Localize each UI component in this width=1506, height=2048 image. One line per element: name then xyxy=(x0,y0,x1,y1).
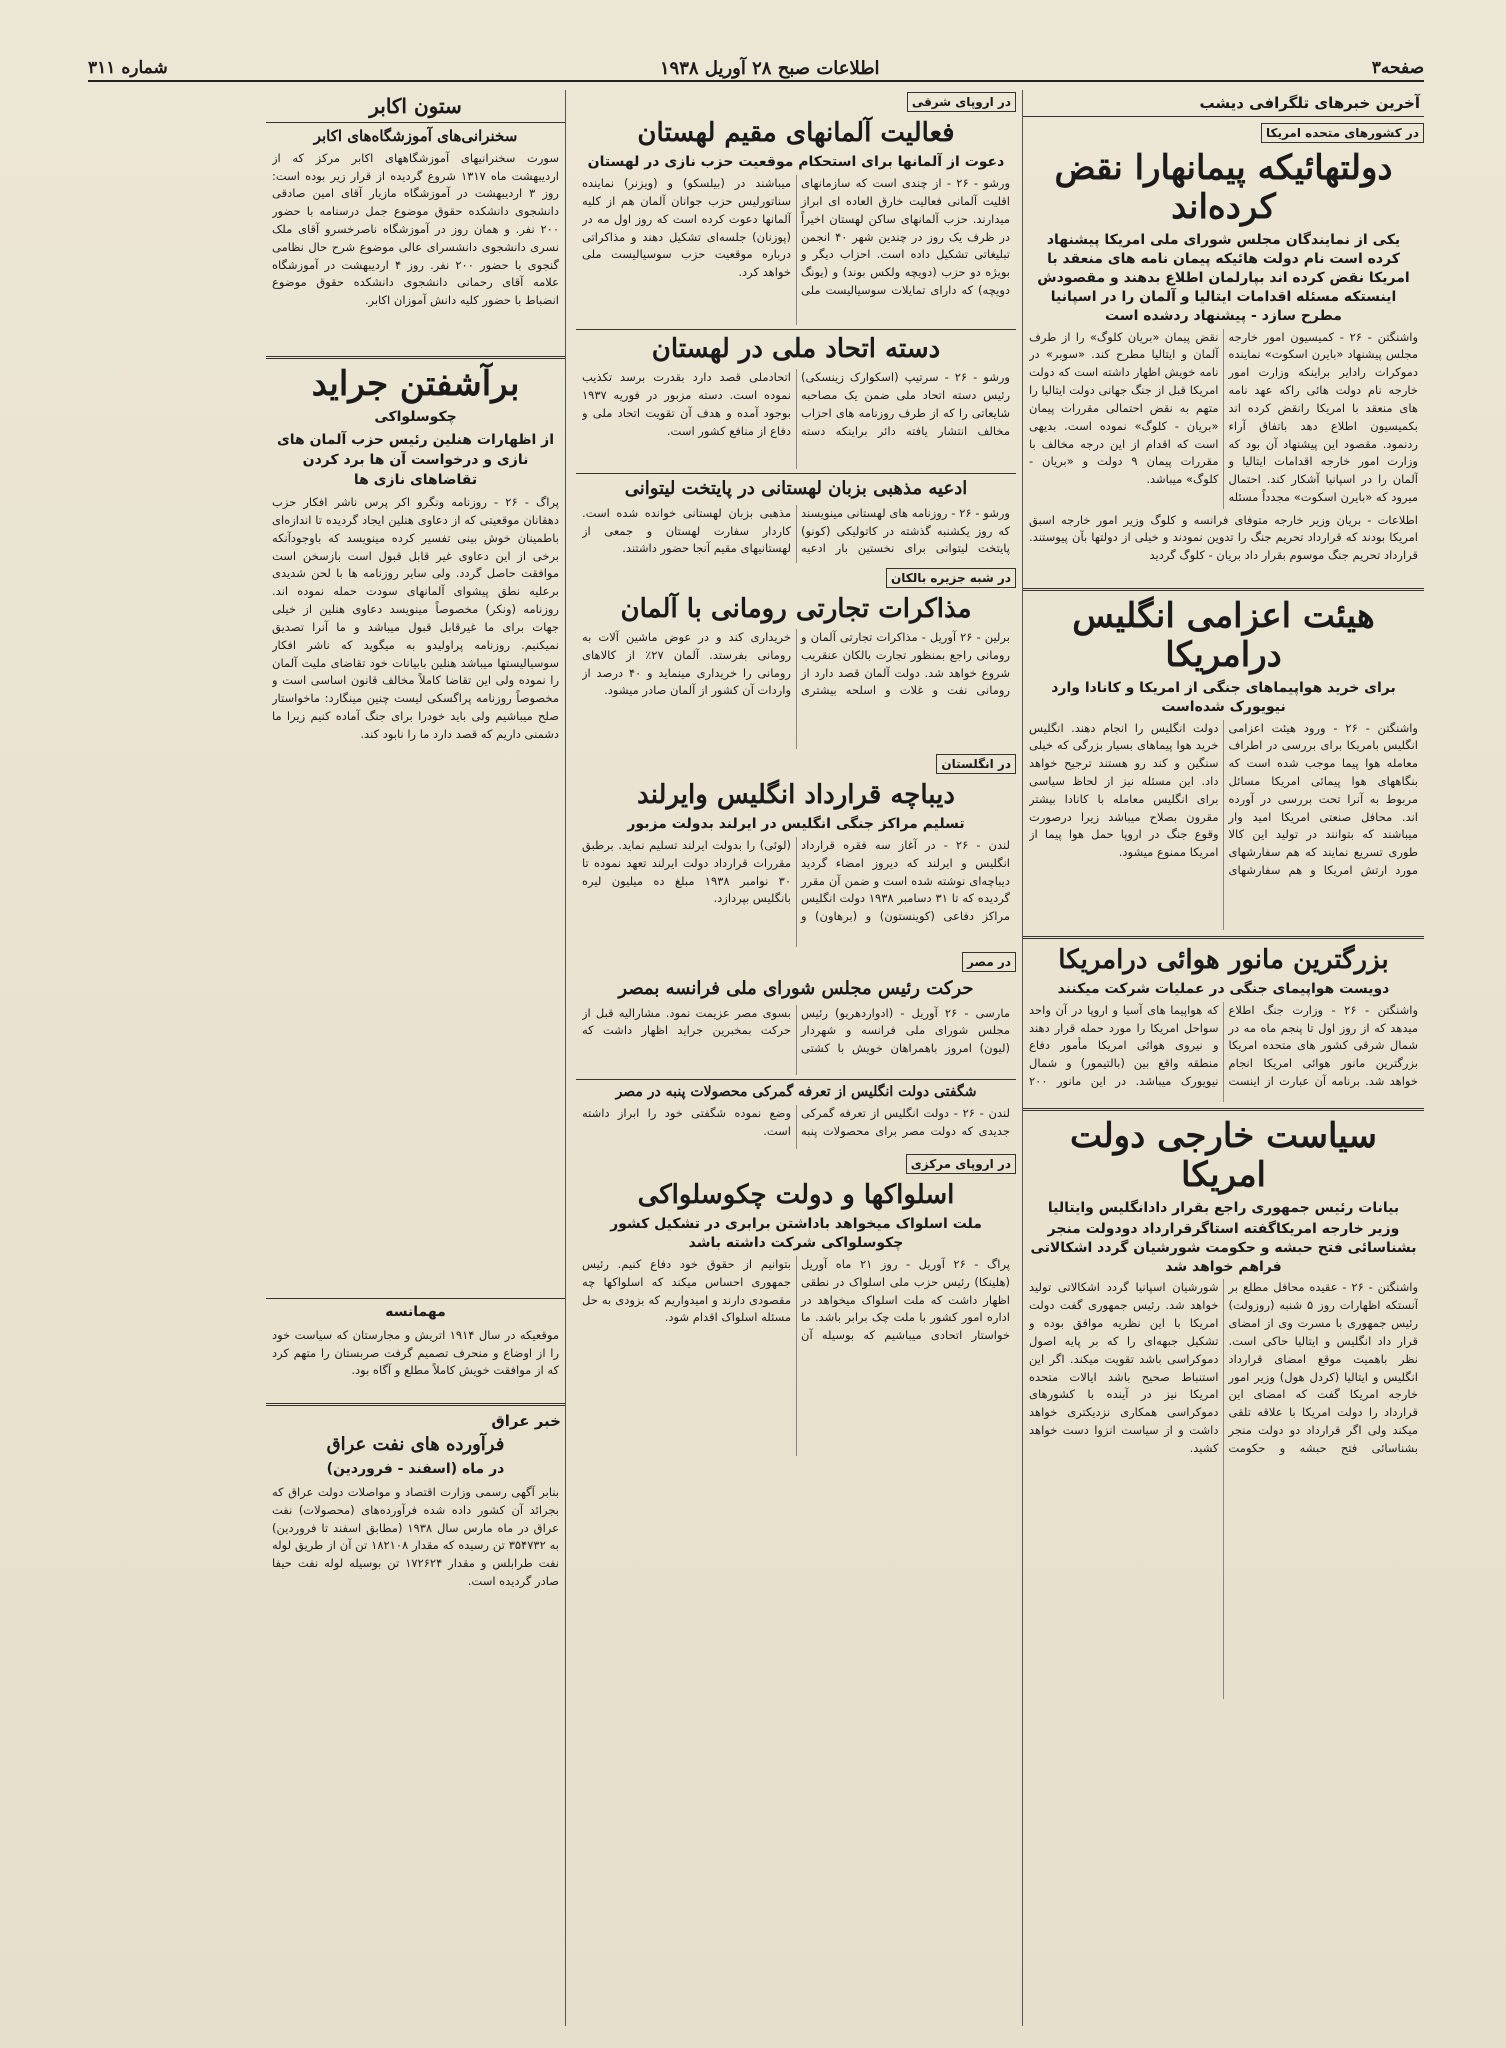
subhead-treaty-violators: یکی از نمایندگان مجلس شورای ملی امریکا پیشنهاد کرده است نام دولت هائیکه پیمان نامه های منعقد با امریکا نقض کرده اند بپارلمان اطلاع بدهند و مقصودش اینستکه مسئله اقدامات ایتالیا و آلمان را در اسپانیا مطرح سازد - پیشنهاد ردشده است xyxy=(1037,232,1410,324)
headline-herriot-egypt: حرکت رئیس مجلس شورای ملی فرانسه بمصر xyxy=(618,978,974,1000)
article-cotton-tariff xyxy=(576,1084,1016,1150)
article-press-outrage xyxy=(266,365,565,1294)
headline-iraq-oil: فرآورده های نفت عراق xyxy=(326,1433,505,1455)
left-column xyxy=(266,90,566,2026)
note-treaty-violators: اطلاعات - بریان وزیر خارجه متوفای فرانسه و کلوگ وزیر امور خارجه اسبق امریکا بودند که قرارداد تحریم جنگ را تدوین نمودند و خیلی از دولتها بآن پیوستند. قرارداد تحریم جنگ موسوم بقرار داد بریان - کلوگ گردید xyxy=(1029,512,1418,563)
subhead-slovaks: ملت اسلواک میخواهد باداشتن برابری در تشکیل کشور چکوسلواکی شرکت داشته باشد xyxy=(610,1216,982,1252)
headline-press-outrage: برآشفتن جراید xyxy=(311,363,520,404)
body-british-mission: واشنگتن - ۲۶ - ورود هیئت اعزامی انگلیس بامریکا برای بررسی در اطراف معامله هوا پیما موجب شده است که بنگاههای هوا پیمائی امریکا مسائل مربوط به آنرا تحت بررسی در آورده اند. محافل صنعتی امریکا امید وار میباشند که بتوانند در تولید این کالا طوری تسریع نمایند که هم سفارشهای مورد ارتش امریکا و هم سفارشهای دولت انگلیس را انجام دهند. انگلیس خرید هوا پیماهای بسیار بزرگی که خیلی سنگین و کند رو هستند ترجیح خواهد داد. این مسئله نیز از لحاظ سیاسی برای انگلیس معامله با کانادا بیشتر مقرون بصلاح میباشد زیرا درصورت وقوع جنگ در اروپا حمل هوا پیما از امریکا ممنوع میشود. xyxy=(1029,720,1418,878)
subhead-germans-in-poland: دعوت از آلمانها برای استحکام موقعیت حزب نازی در لهستان xyxy=(587,154,1005,171)
article-air-maneuver xyxy=(1023,945,1424,1102)
region-england: در انگلستان xyxy=(936,754,1016,774)
subhead-anglo-irish: تسلیم مراکز جنگی انگلیس در ایرلند بدولت مزبور xyxy=(627,816,965,833)
newspaper-date: اطلاعات صبح ۲۸ آوریل ۱۹۳۸ xyxy=(659,57,880,79)
article-slovaks xyxy=(576,1180,1016,1456)
body-slovaks: پراگ - ۲۶ آوریل - روز ۲۱ ماه آوریل (هلینکا) رئیس حزب ملی اسلواک در نطقی اظهار داشت که ملت اسلواک میخواهد در اداره امور کشور با ملت چک برابر باشد. ما خواستار اتحادی میباشیم که بوسیله آن بتوانیم از حقوق خود دفاع کنیم. رئیس جمهوری احساس میکند که اسلواکها چه مقصودی دارند و امیدواریم که بزودی به حل مسئله اسلواک اقدام شود. xyxy=(582,1257,1010,1343)
headline-germans-in-poland: فعالیت آلمانهای مقیم لهستان xyxy=(637,118,955,148)
headline-air-maneuver: بزرگترین مانور هوائی درامریکا xyxy=(1058,944,1389,975)
subhead-iraq-oil: در ماه (اسفند - فروردین) xyxy=(326,1461,505,1478)
subhead-air-maneuver: دویست هواپیمای جنگی در عملیات شرکت میکنند xyxy=(1057,980,1390,997)
body-herriot-egypt: مارسی - ۲۶ آوریل - (ادواردهریو) رئیس مجلس شورای ملی فرانسه و شهردار (لیون) امروز باهمراهان خویش با کشتی بسوی مصر عزیمت نمود. مشارالیه قبل از حرکت بمخبرین جراید اظهار داشت که xyxy=(582,1005,1010,1056)
region-central-europe: در اروپای مرکزی xyxy=(906,1154,1016,1174)
right-column xyxy=(1022,90,1424,2026)
headline-national-union-poland: دسته اتحاد ملی در لهستان xyxy=(651,334,941,365)
article-herriot-egypt xyxy=(576,978,1016,1075)
section-latest-telegraph: آخرین خبرهای تلگرافی دیشب xyxy=(1199,94,1420,112)
headline-adult-school-lectures: سخنرانی‌های آموزشگاه‌های اکابر xyxy=(313,127,518,145)
article-treaty-violators xyxy=(1023,149,1424,582)
body-adult-school-lectures: سورت سخنرانیهای آموزشگاههای اکابر مرکز که از اردیبهشت ماه ۱۳۱۷ شروع گردیده از قرار زیر بوده است: روز ۳ اردیبهشت در آموزشگاه مازیار آقای امین صادقی دانشجوی دانشکده حقوق موضوع جمل درسنامه با حضور ۲۰۰ نفر. و همان روز در آموزشگاه ناصرخسرو آقای ملک نسری دانشجوی دانشسرای عالی موضوع شرح حال نظامی گنجوی با حضور ۲۰۰ نفر. روز ۴ اردیبهشت در آموزشگاه علامه آقای رحمانی دانشجوی دانشکده حقوق موضوع انضباط با حضور کلیه دانش آموزان اکابر. xyxy=(272,150,559,308)
middle-column xyxy=(576,90,1016,2026)
headline-anglo-irish: دیباچه قرارداد انگلیس وایرلند xyxy=(637,779,955,810)
article-germans-in-poland xyxy=(576,118,1016,325)
article-us-foreign-policy xyxy=(1023,1117,1424,1700)
body-treaty-violators: واشنگتن - ۲۶ - کمیسیون امور خارجه مجلس پیشنهاد «بایرن اسکوت» نماینده دموکرات رادایر براینکه وزارت امور خارجه نام دولت هائی راکه عهد نامه های منعقد با امریکا رانقض کرده اند بکمیسیون اطلاع دهد باتفاق آراء ردنمود. مقصود این پیشنهاد آن بود که وزارت امور خارجه اقدامات ایتالیا و آلمان را در اسپانیا آشکار کند. احتمال میرود که «بایرن اسکوت» مجدداً مسئله نقض پیمان «بریان کلوگ» را از طرف آلمان و ایتالیا مطرح کند. «سوبر» در نامه خویش اظهار داشته است که دولت امریکا قبل از جنگ جهانی دولت ایتالیا را متهم به نقض احتمالی مقررات پیمان «بریان - کلوگ» نموده است. بدیهی است که اقدام از این درجه مخالف با مقررات پیمان ۹ دولت و «بریان - کلوگ» میباشد. xyxy=(1029,329,1418,504)
headline-cotton-tariff: شگفتی دولت انگلیس از تعرفه گمرکی محصولات پنبه در مصر xyxy=(615,1083,977,1100)
body-germans-in-poland: ورشو - ۲۶ - از چندی است که سازمانهای اقلیت آلمانی فعالیت خارق العاده ای ابراز میدارند. حزب آلمانهای ساکن لهستان اخیراً در ظرف یک روز در چندین شهر ۴۰ انجمن تبلیغاتی تشکیل داده است. احزاب دیگر و بویژه دو حزب (دویچه ولکس بوند) و (یونگ دویچه) که دارای تمایلات سوسیالیست ملی میباشند در (بیلسکو) و (ویزنر) نماینده سناتورلیس حزب جوانان آلمان هم از کلیه آلمانها دعوت کرده است که روز اول مه در (پوزنان) جلسه‌ای تشکیل دهند و مذاکراتی درباره موقعیت حزب سوسیالیست ملی خواهد کرد. xyxy=(582,176,1010,297)
headline-prayers-lithuania: ادعیه مذهبی بزبان لهستانی در پایتخت لیتوانی xyxy=(624,478,968,500)
page-number: صفحه۳ xyxy=(1371,58,1424,78)
body-us-foreign-policy: واشنگتن - ۲۶ - عقیده محافل مطلع بر آنستکه اظهارات روز ۵ شنبه (روزولت) رئیس جمهوری با مسرت وی از امضای قرار داد انگلیس و ایتالیا حاکی است. نظر باهمیت موقع امضای قرارداد انگلیس و ایتالیا (کردل هول) وزیر امور خارجه امریکا گفت که امضای این قرارداد را دولت امریکا با علاقه تلقی میکند ولی اگر قرارداد دو دولت منجر بشناسائی فتح حبشه و حکومت شورشیان اسپانیا گردد اشکالاتی تولید خواهد شد. رئیس جمهوری گفت دولت امریکا با این نظریه موافق بوده و تشکیل جبهه‌ای را که بر پایه اصول دموکراسی باشد تقویت میکند. اگر این استنباط صحیح باشد ایالات متحده امریکا نیز در آینده با کشورهای دموکراسی همکاری نزدیکتری خواهد داشت و از سیاست انزوا دست خواهد کشید. xyxy=(1029,1280,1418,1455)
headline-slovaks: اسلواکها و دولت چکوسلواکی xyxy=(637,1180,955,1211)
headline-romania-germany: مذاکرات تجارتی رومانی با آلمان xyxy=(620,593,972,624)
article-mehmanse xyxy=(266,1303,565,1397)
body-cotton-tariff: لندن - ۲۶ - دولت انگلیس از تعرفه گمرکی جدیدی که دولت مصر برای محصولات پنبه وضع نموده شگفتی خود را ابراز داشته است. xyxy=(582,1106,1010,1138)
subhead-czechoslovakia: چکوسلواکی xyxy=(374,408,457,425)
masthead xyxy=(88,56,1424,82)
article-british-mission xyxy=(1023,597,1424,930)
region-eastern-europe: در اروپای شرقی xyxy=(907,92,1016,112)
article-anglo-irish xyxy=(576,780,1016,947)
body-prayers-lithuania: ورشو - ۲۶ - روزنامه های لهستانی مینویسند که روز یکشنبه گذشته در کاتولیکی (کونو) پایتخت لیتوانی برای نخستین بار ادعیه مذهبی بزبان لهستانی خوانده شده است. کاردار سفارت لهستان و جمعی از لهستانیهای مقیم آنجا حضور داشتند. xyxy=(582,505,1010,556)
body-mehmanse: موقعیکه در سال ۱۹۱۴ اتریش و مجارستان که سیاست خود را از اوضاع و منحرف تصمیم گرفت صربستان را متهم کرد که از موافقت خویش کاملاً مطلع و آگاه بود. xyxy=(272,1327,559,1378)
body-press-outrage: پراگ - ۲۶ - روزنامه ونگرو اکر پرس ناشر افکار حزب دهقانان موقعیتی که از دعاوی هنلین ایجاد گردیده تا اندازه‌ای باطمینان خوش بینی تفسیر کرده مینویسد که باوجودآنکه برخی از این دعاوی غیر قابل قبول است بازسخن است موافقت حاصل گردد. ولی سایر روزنامه ها با لحن شدیدی برعلیه نطق پیشوای آلمانهای سودت حمله نموده اند. روزنامه (ونکر) مخصوصاً مینویسد دعاوی هنلین از خیلی جهات برای ما غیرقابل قبول میباشد و ما آنرا تصدیق نمیکنیم. روزنامه پراولیدو به میگوید که ناشر افکار سوسیالیستها میباشد هنلین بابیانات خود تقاضای ملیت آلمان را نموده ولی این تقاضا کاملاً مخالف قانون اساسی است و مخصوصاً روزنامه پراگسکی لیست چنین مینگارد: ماخواستار صلح میباشیم ولی باید خودرا برای جنگ آماده کنیم زیرا ما دشمنی داریم که قصد دارد ما را نابود کند. xyxy=(272,495,559,741)
headline-treaty-violators: دولتهائیکه پیمانهارا نقض کرده‌اند xyxy=(1054,148,1393,228)
section-iraq-news: خبر عراق xyxy=(491,1411,561,1430)
section-akabar: ستون اکابر xyxy=(369,94,462,118)
subhead-us-foreign-policy-2: وزیر خارجه امریکاگفته استاگرقرارداد دودولت منجر بشناسائی فتح حبشه و حکومت شورشیان گردد اشکالاتی فراهم خواهد شد xyxy=(1030,1220,1417,1275)
headline-us-foreign-policy: سیاست خارجی دولت امریکا xyxy=(1069,1115,1378,1195)
body-air-maneuver: واشنگتن - ۲۶ - وزارت جنگ اطلاع میدهد که از روز اول تا پنجم ماه مه در شمال شرقی کشور های متحده امریکا بزرگترین مانور هوائی امریکا انجام خواهد شد. برنامه آن عبارت از اینست که هواپیما های آسیا و اروپا در آن واحد سواحل امریکا را مورد حمله قرار دهند و نیروی هوائی امریکا مأمور دفاع منطقه واقع بین (بالتیمور) و شمال نیویورک میباشد. در این مانور ۲۰۰ xyxy=(1029,1002,1418,1088)
headline-british-mission: هیئت اعزامی انگلیس درامریکا xyxy=(1072,595,1375,675)
article-national-union-poland xyxy=(576,334,1016,469)
body-iraq-oil: بنابر آگهی رسمی وزارت اقتصاد و مواصلات دولت عراق که بجرائد آن کشور داده شده فرآورده‌های (محصولات) نفت عراق در ماه مارس سال ۱۹۳۸ (مطابق اسفند تا فروردین) به ۳۵۴۷۳۲ تن رسیده که مقدار ۱۸۲۱۰۸ تن آن از طریق لوله نفت طرابلس و مقدار ۱۷۲۶۲۴ تن بوسیله لوله نفت حیفا صادر گردیده است. xyxy=(272,1484,559,1588)
body-national-union-poland: ورشو - ۲۶ - سرتیپ (اسکوارک زینسکی) رئیس دسته اتحاد ملی ضمن یک مصاحبه شایعاتی را که از طرف روزنامه های احزاب مخالف انتشار یافته دائر براینکه دسته اتحادملی قصد دارد بقدرت برسد تکذیب نموده است. دسته مزبور در فوریه ۱۹۳۷ بوجود آمده و هدف آن تقویت اتحاد ملی و دفاع از منافع کشور است. xyxy=(582,370,1010,438)
body-anglo-irish: لندن - ۲۶ - در آغاز سه فقره قرارداد انگلیس و ایرلند که دیروز امضاء گردید دیباچه‌ای نوشته شده است و ضمن آن مقرر گردیده که تا ۳۱ دسامبر ۱۹۳۸ دولت انگلیس مراکز دفاعی (کوینستون) و (برهاون) و (لوئی) را بدولت ایرلند تسلیم نماید. برطبق مقررات قرارداد دولت ایرلند تعهد نموده تا ۳۰ نوامبر ۱۹۳۸ مبلغ ده میلیون لیره بانگلیس بپردازد. xyxy=(582,838,1010,924)
subhead-british-mission: برای خرید هواپیماهای جنگی از امریکا و کانادا وارد نیویورک شده‌است xyxy=(1051,679,1396,715)
article-iraq-oil xyxy=(266,1434,565,1684)
region-usa: در کشورهای متحده امریکا xyxy=(1261,123,1424,143)
body-romania-germany: برلین - ۲۶ آوریل - مذاکرات تجارتی آلمان و رومانی راجع بمنظور تجارت بالکان عنقریب شروع خواهد شد. دولت آلمان قصد دارد از رومانی نفت و غلات و اسلحه بیشتری خریداری کند و در عوض ماشین آلات به رومانی بفرستد. آلمان ۲۷٪ از کالاهای رومانی را خریداری مینماید و ۴۰ درصد از واردات آن کشور از آلمان صادر میشود. xyxy=(582,629,1010,698)
article-prayers-lithuania xyxy=(576,478,1016,563)
article-adult-school-lectures xyxy=(266,127,565,350)
subhead-press-outrage: از اظهارات هنلین رئیس حزب آلمان های نازی و درخواست آن ها برد کردن تقاضاهای نازی ها xyxy=(276,432,555,488)
region-egypt: در مصر xyxy=(962,952,1016,972)
region-balkans: در شبه جزیره بالکان xyxy=(886,568,1016,588)
headline-mehmanse: مهمانسه xyxy=(385,1304,446,1321)
issue-number: شماره ۳۱۱ xyxy=(88,58,168,78)
article-romania-germany xyxy=(576,594,1016,749)
subhead-us-foreign-policy-1: بیانات رئیس جمهوری راجع بقرار دادانگلیس وایتالیا xyxy=(1047,1199,1400,1216)
